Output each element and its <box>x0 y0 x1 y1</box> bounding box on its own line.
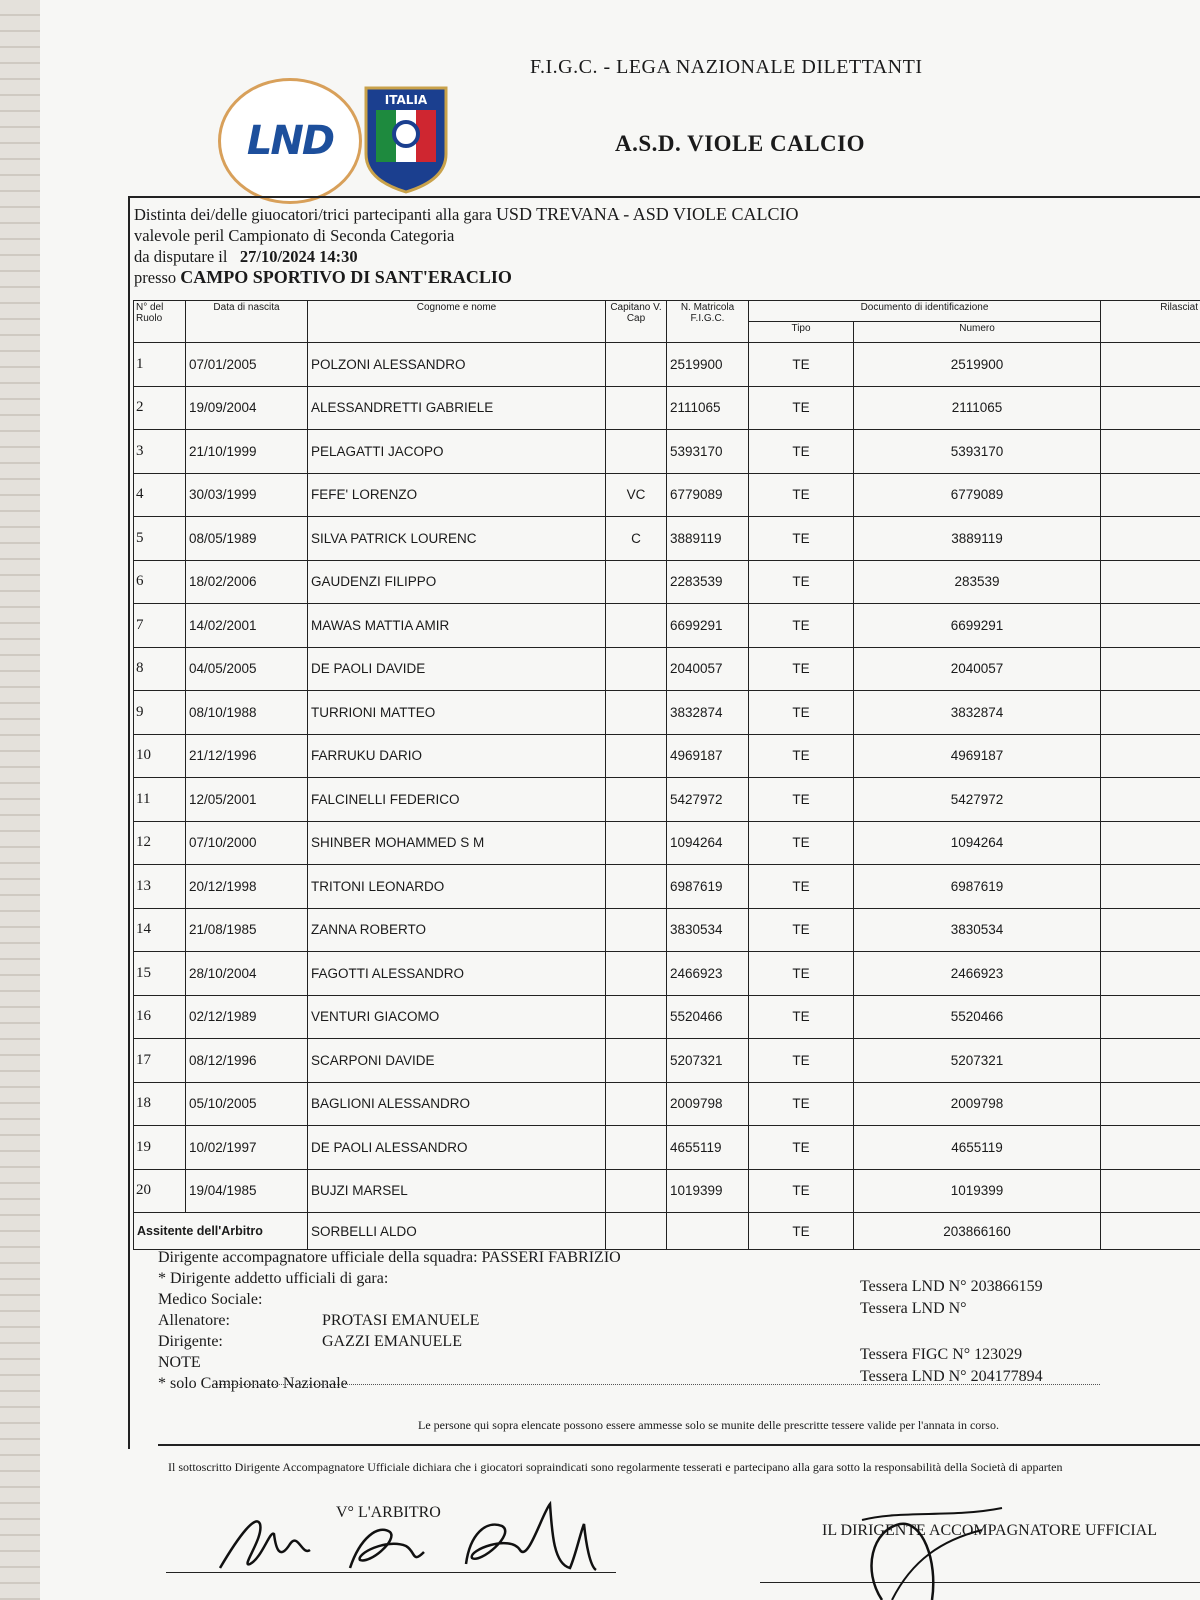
cell-numero: 2466923 <box>854 952 1101 996</box>
cell-ruolo: 3 <box>134 430 186 474</box>
cell-ruolo: 1 <box>134 343 186 387</box>
header-capitano: Capitano V. Cap <box>606 301 667 343</box>
cell-matricola: 3830534 <box>667 908 749 952</box>
footer-block <box>158 1247 621 1394</box>
cell-tipo: TE <box>749 778 854 822</box>
cell-numero: 6699291 <box>854 604 1101 648</box>
table-row <box>134 343 1200 387</box>
cell-dob: 30/03/1999 <box>186 473 308 517</box>
cell-rilascio <box>1101 778 1200 822</box>
table-row <box>134 647 1200 691</box>
table-row <box>134 691 1200 735</box>
cell-capitano <box>606 1039 667 1083</box>
cell-matricola: 1019399 <box>667 1169 749 1213</box>
dirigente-name: GAZZI EMANUELE <box>322 1333 462 1350</box>
cell-capitano <box>606 778 667 822</box>
table-row <box>134 386 1200 430</box>
cell-rilascio <box>1101 343 1200 387</box>
cell-tipo: TE <box>749 734 854 778</box>
cell-rilascio <box>1101 995 1200 1039</box>
dirigente-addetto: * Dirigente addetto ufficiali di gara: <box>158 1270 389 1287</box>
cell-name: POLZONI ALESSANDRO <box>308 343 606 387</box>
cell-capitano <box>606 560 667 604</box>
cell-capitano <box>606 343 667 387</box>
cell-name: SHINBER MOHAMMED S M <box>308 821 606 865</box>
frame-left-line <box>128 196 130 1449</box>
tessera-1: Tessera LND N° 203866159 <box>860 1278 1043 1295</box>
cell-name: FEFE' LORENZO <box>308 473 606 517</box>
cell-matricola: 5520466 <box>667 995 749 1039</box>
medico-sociale: Medico Sociale: <box>158 1291 263 1308</box>
cell-tipo: TE <box>749 604 854 648</box>
cell-dob: 28/10/2004 <box>186 952 308 996</box>
cell-dob: 14/02/2001 <box>186 604 308 648</box>
cell-capitano <box>606 386 667 430</box>
assistant-label: Assitente dell'Arbitro <box>134 1213 308 1250</box>
cell-ruolo: 10 <box>134 734 186 778</box>
cell-ruolo: 8 <box>134 647 186 691</box>
cell-rilascio <box>1101 647 1200 691</box>
cell-tipo: TE <box>749 473 854 517</box>
cell-rilascio <box>1101 430 1200 474</box>
cell-tipo: TE <box>749 952 854 996</box>
cell-ruolo: 13 <box>134 865 186 909</box>
assistant-numero: 203866160 <box>854 1213 1101 1250</box>
table-row <box>134 560 1200 604</box>
cell-rilascio <box>1101 734 1200 778</box>
cell-ruolo: 15 <box>134 952 186 996</box>
figc-italia-logo <box>362 84 450 196</box>
cell-numero: 2009798 <box>854 1082 1101 1126</box>
cell-rilascio <box>1101 473 1200 517</box>
cell-capitano <box>606 908 667 952</box>
cell-rilascio <box>1101 691 1200 735</box>
tessera-2: Tessera LND N° <box>860 1300 967 1317</box>
cell-ruolo: 11 <box>134 778 186 822</box>
cell-ruolo: 17 <box>134 1039 186 1083</box>
disclaimer: Le persone qui sopra elencate possono essere ammesse solo se munite delle prescritte tessere valide per l'annata in corso. <box>418 1418 999 1432</box>
cell-numero: 6987619 <box>854 865 1101 909</box>
note-label: NOTE <box>158 1354 201 1371</box>
players-table <box>133 300 1200 1250</box>
table-row <box>134 517 1200 561</box>
dirigente-signature <box>852 1500 1012 1600</box>
cell-ruolo: 2 <box>134 386 186 430</box>
italia-label: ITALIA <box>384 93 428 107</box>
cell-name: DE PAOLI ALESSANDRO <box>308 1126 606 1170</box>
assistant-name: SORBELLI ALDO <box>308 1213 606 1250</box>
cell-numero: 3830534 <box>854 908 1101 952</box>
cell-dob: 05/10/2005 <box>186 1082 308 1126</box>
intro-line2: valevole peril Campionato di Seconda Categoria <box>134 226 455 245</box>
cell-capitano <box>606 604 667 648</box>
cell-name: GAUDENZI FILIPPO <box>308 560 606 604</box>
cell-tipo: TE <box>749 343 854 387</box>
assistant-capitano <box>606 1213 667 1250</box>
cell-name: FARRUKU DARIO <box>308 734 606 778</box>
table-row <box>134 473 1200 517</box>
cell-numero: 5520466 <box>854 995 1101 1039</box>
header-ruolo: N° del Ruolo <box>134 301 186 343</box>
cell-name: TURRIONI MATTEO <box>308 691 606 735</box>
assistant-row <box>134 1213 1200 1250</box>
cell-name: FAGOTTI ALESSANDRO <box>308 952 606 996</box>
cell-matricola: 2519900 <box>667 343 749 387</box>
cell-tipo: TE <box>749 647 854 691</box>
cell-matricola: 1094264 <box>667 821 749 865</box>
cell-matricola: 6779089 <box>667 473 749 517</box>
cell-dob: 02/12/1989 <box>186 995 308 1039</box>
tessera-3: Tessera FIGC N° 123029 <box>860 1346 1023 1363</box>
cell-dob: 12/05/2001 <box>186 778 308 822</box>
cell-name: SCARPONI DAVIDE <box>308 1039 606 1083</box>
allenatore-label: Allenatore: <box>158 1312 230 1329</box>
cell-numero: 4969187 <box>854 734 1101 778</box>
cell-matricola: 3889119 <box>667 517 749 561</box>
cell-numero: 3889119 <box>854 517 1101 561</box>
header-numero: Numero <box>854 322 1101 343</box>
cell-matricola: 2009798 <box>667 1082 749 1126</box>
cell-numero: 283539 <box>854 560 1101 604</box>
intro-line3: da disputare il <box>134 247 228 266</box>
lnd-logo <box>218 78 362 204</box>
match-name: USD TREVANA - ASD VIOLE CALCIO <box>495 204 799 224</box>
intro-line1: Distinta dei/delle giuocatori/trici partecipanti alla gara <box>134 205 492 224</box>
cell-matricola: 6699291 <box>667 604 749 648</box>
table-row <box>134 430 1200 474</box>
cell-rilascio <box>1101 1039 1200 1083</box>
cell-rilascio <box>1101 821 1200 865</box>
cell-tipo: TE <box>749 1039 854 1083</box>
dichiarazione: Il sottoscritto Dirigente Accompagnatore Ufficiale dichiara che i giocatori sopraindicati sono regolarmente tesserati e partecipano alla gara sotto la responsabilità della Società di apparten <box>168 1460 1063 1474</box>
cell-tipo: TE <box>749 386 854 430</box>
cell-dob: 21/08/1985 <box>186 908 308 952</box>
tessera-4: Tessera LND N° 204177894 <box>860 1368 1043 1385</box>
cell-rilascio <box>1101 908 1200 952</box>
cell-rilascio <box>1101 865 1200 909</box>
table-row <box>134 952 1200 996</box>
club-title: A.S.D. VIOLE CALCIO <box>615 131 865 156</box>
cell-name: BAGLIONI ALESSANDRO <box>308 1082 606 1126</box>
players-body <box>134 343 1200 1250</box>
cell-tipo: TE <box>749 865 854 909</box>
cell-capitano <box>606 952 667 996</box>
cell-capitano <box>606 1082 667 1126</box>
table-row <box>134 604 1200 648</box>
cell-numero: 5427972 <box>854 778 1101 822</box>
cell-name: FALCINELLI FEDERICO <box>308 778 606 822</box>
cell-capitano: VC <box>606 473 667 517</box>
cell-numero: 2111065 <box>854 386 1101 430</box>
header-data: Data di nascita <box>186 301 308 343</box>
intro-block <box>134 204 798 288</box>
table-row <box>134 995 1200 1039</box>
cell-numero: 1094264 <box>854 821 1101 865</box>
cell-name: MAWAS MATTIA AMIR <box>308 604 606 648</box>
table-row <box>134 734 1200 778</box>
cell-dob: 08/12/1996 <box>186 1039 308 1083</box>
table-row <box>134 1126 1200 1170</box>
cell-ruolo: 14 <box>134 908 186 952</box>
cell-tipo: TE <box>749 430 854 474</box>
footer-separator <box>158 1444 1200 1446</box>
cell-rilascio <box>1101 1169 1200 1213</box>
cell-rilascio <box>1101 1126 1200 1170</box>
cell-ruolo: 9 <box>134 691 186 735</box>
cell-tipo: TE <box>749 1082 854 1126</box>
header-nome: Cognome e nome <box>308 301 606 343</box>
cell-matricola: 2466923 <box>667 952 749 996</box>
cell-dob: 19/09/2004 <box>186 386 308 430</box>
cell-capitano <box>606 995 667 1039</box>
cell-capitano <box>606 1169 667 1213</box>
cell-capitano <box>606 734 667 778</box>
cell-tipo: TE <box>749 995 854 1039</box>
cell-ruolo: 19 <box>134 1126 186 1170</box>
cell-rilascio <box>1101 517 1200 561</box>
cell-numero: 5207321 <box>854 1039 1101 1083</box>
cell-name: SILVA PATRICK LOURENC <box>308 517 606 561</box>
cell-matricola: 6987619 <box>667 865 749 909</box>
cell-tipo: TE <box>749 560 854 604</box>
solo-campionato: * solo Campionato Nazionale <box>158 1375 348 1392</box>
cell-tipo: TE <box>749 691 854 735</box>
table-row <box>134 821 1200 865</box>
match-datetime: 27/10/2024 14:30 <box>239 247 358 266</box>
cell-capitano <box>606 821 667 865</box>
cell-dob: 19/04/1985 <box>186 1169 308 1213</box>
cell-name: ZANNA ROBERTO <box>308 908 606 952</box>
cell-name: ALESSANDRETTI GABRIELE <box>308 386 606 430</box>
cell-rilascio <box>1101 604 1200 648</box>
cell-dob: 08/05/1989 <box>186 517 308 561</box>
cell-matricola: 5207321 <box>667 1039 749 1083</box>
cell-ruolo: 20 <box>134 1169 186 1213</box>
arbitro-signature <box>210 1494 610 1580</box>
cell-dob: 10/02/1997 <box>186 1126 308 1170</box>
cell-name: VENTURI GIACOMO <box>308 995 606 1039</box>
cell-numero: 1019399 <box>854 1169 1101 1213</box>
venue: CAMPO SPORTIVO DI SANT'ERACLIO <box>180 267 512 287</box>
cell-numero: 2040057 <box>854 647 1101 691</box>
cell-tipo: TE <box>749 1126 854 1170</box>
header-tipo: Tipo <box>749 322 854 343</box>
cell-dob: 21/12/1996 <box>186 734 308 778</box>
cell-ruolo: 4 <box>134 473 186 517</box>
cell-ruolo: 18 <box>134 1082 186 1126</box>
cell-name: PELAGATTI JACOPO <box>308 430 606 474</box>
table-row <box>134 1039 1200 1083</box>
cell-rilascio <box>1101 386 1200 430</box>
header-matricola: N. Matricola F.I.G.C. <box>667 301 749 343</box>
header-rilascio: Rilasciat <box>1101 301 1200 343</box>
allenatore-name: PROTASI EMANUELE <box>322 1312 480 1329</box>
cell-dob: 07/01/2005 <box>186 343 308 387</box>
dirigente-ufficiale: Dirigente accompagnatore ufficiale della squadra: PASSERI FABRIZIO <box>158 1249 621 1266</box>
table-row <box>134 1169 1200 1213</box>
cell-matricola: 2040057 <box>667 647 749 691</box>
table-row <box>134 1082 1200 1126</box>
cell-tipo: TE <box>749 821 854 865</box>
cell-ruolo: 5 <box>134 517 186 561</box>
cell-name: BUJZI MARSEL <box>308 1169 606 1213</box>
federation-title: F.I.G.C. - LEGA NAZIONALE DILETTANTI <box>530 56 923 78</box>
cell-capitano <box>606 647 667 691</box>
cell-numero: 4655119 <box>854 1126 1101 1170</box>
dirigente-label: Dirigente: <box>158 1333 223 1350</box>
cell-ruolo: 7 <box>134 604 186 648</box>
dirigente-firma-label: IL DIRIGENTE ACCOMPAGNATORE UFFICIAL <box>822 1522 1157 1539</box>
frame-top-line <box>128 196 1200 198</box>
cell-dob: 21/10/1999 <box>186 430 308 474</box>
cell-ruolo: 6 <box>134 560 186 604</box>
cell-dob: 08/10/1988 <box>186 691 308 735</box>
cell-rilascio <box>1101 560 1200 604</box>
lnd-logo-text: LND <box>246 118 334 164</box>
cell-matricola: 2111065 <box>667 386 749 430</box>
cell-name: TRITONI LEONARDO <box>308 865 606 909</box>
cell-tipo: TE <box>749 1169 854 1213</box>
assistant-tipo: TE <box>749 1213 854 1250</box>
cell-capitano <box>606 865 667 909</box>
cell-capitano <box>606 691 667 735</box>
assistant-rilascio <box>1101 1213 1200 1250</box>
cell-dob: 07/10/2000 <box>186 821 308 865</box>
cell-tipo: TE <box>749 517 854 561</box>
cell-capitano <box>606 1126 667 1170</box>
arbitro-label: V° L'ARBITRO <box>336 1504 441 1521</box>
cell-dob: 20/12/1998 <box>186 865 308 909</box>
cell-numero: 3832874 <box>854 691 1101 735</box>
cell-matricola: 4655119 <box>667 1126 749 1170</box>
cell-capitano: C <box>606 517 667 561</box>
cell-ruolo: 12 <box>134 821 186 865</box>
cell-matricola: 3832874 <box>667 691 749 735</box>
cell-name: DE PAOLI DAVIDE <box>308 647 606 691</box>
cell-matricola: 5427972 <box>667 778 749 822</box>
intro-line4: presso <box>134 268 177 287</box>
cell-numero: 6779089 <box>854 473 1101 517</box>
cell-capitano <box>606 430 667 474</box>
cell-dob: 04/05/2005 <box>186 647 308 691</box>
cell-tipo: TE <box>749 908 854 952</box>
cell-ruolo: 16 <box>134 995 186 1039</box>
table-row <box>134 865 1200 909</box>
table-row <box>134 778 1200 822</box>
assistant-matricola <box>667 1213 749 1250</box>
cell-rilascio <box>1101 952 1200 996</box>
cell-dob: 18/02/2006 <box>186 560 308 604</box>
cell-matricola: 4969187 <box>667 734 749 778</box>
cell-matricola: 5393170 <box>667 430 749 474</box>
cell-rilascio <box>1101 1082 1200 1126</box>
header-documento: Documento di identificazione <box>749 301 1101 322</box>
background-strip <box>0 0 40 1600</box>
cell-numero: 2519900 <box>854 343 1101 387</box>
table-row <box>134 908 1200 952</box>
cell-numero: 5393170 <box>854 430 1101 474</box>
cell-matricola: 2283539 <box>667 560 749 604</box>
